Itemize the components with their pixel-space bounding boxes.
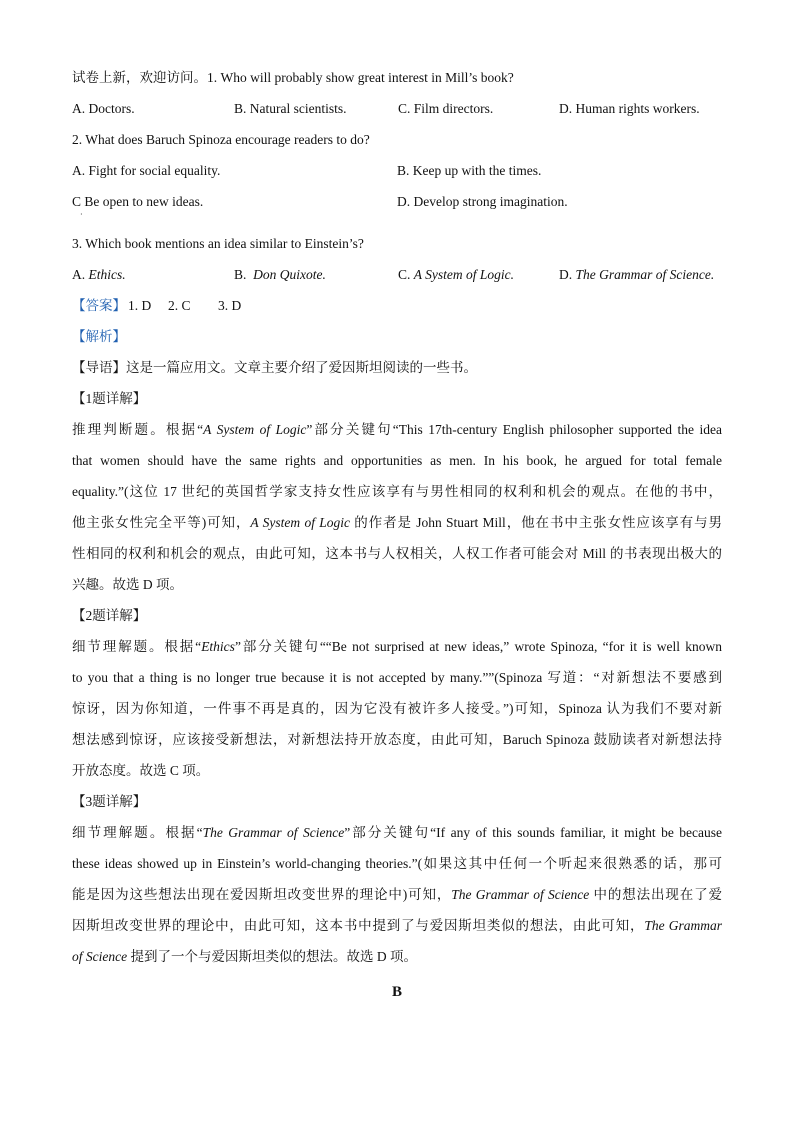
answer-line bbox=[72, 290, 722, 321]
q3-option-a: A. Ethics. bbox=[72, 267, 126, 282]
question-1-options bbox=[72, 93, 722, 124]
question-2-options-row1 bbox=[72, 155, 722, 186]
question-3-options bbox=[72, 259, 722, 290]
answer-2: 2. C bbox=[168, 298, 191, 313]
detail-1-line-5: 性相同的权利和机会的观点，由此可知，这本书与人权相关，人权工作者可能会对 Mill 的书表现出极大的 bbox=[72, 546, 722, 561]
stray-dot: · bbox=[80, 210, 83, 219]
detail-3-line-1: 细节理解题。根据“The Grammar of Science”部分关键句“If any of this sounds familiar, it might be because bbox=[72, 825, 722, 840]
detail-2-line-5: 开放态度。故选 C 项。 bbox=[72, 763, 210, 778]
answer-3: 3. D bbox=[218, 298, 242, 313]
detail-1-line-3: equality.”(这位 17 世纪的英国哲学家支持女性应该享有与男性相同的权利和机会的观点。在他的书中， bbox=[72, 484, 722, 499]
detail-1-text bbox=[72, 414, 722, 600]
detail-2-text bbox=[72, 631, 722, 786]
detail-1-line-2: that women should have the same rights and opportunities as men. In his book, he argued for total female bbox=[72, 453, 722, 468]
detail-3-line-2: these ideas showed up in Einstein’s world-changing theories.”(如果这其中任何一个听起来很熟悉的话，那可 bbox=[72, 856, 722, 871]
detail-3-line-5: of Science 提到了一个与爱因斯坦类似的想法。故选 D 项。 bbox=[72, 949, 417, 964]
question-2-options-row2 bbox=[72, 186, 722, 228]
detail-2-line-1: 细节理解题。根据“Ethics”部分关键句““Be not surprised at new ideas,” wrote Spinoza, “for it is well known bbox=[72, 639, 722, 654]
detail-3-line-3: 能是因为这些想法出现在爱因斯坦改变世界的理论中)可知，The Grammar of Science 中的想法出现在了爱 bbox=[72, 887, 723, 902]
q2-option-a: A. Fight for social equality. bbox=[72, 163, 221, 178]
detail-1-line-6: 兴趣。故选 D 项。 bbox=[72, 577, 183, 592]
detail-2-line-2: to you that a thing is no longer true because it is not accepted by many.””(Spinoza 写道：“对新想法不要感到 bbox=[72, 670, 722, 685]
q2-option-d: D. Develop strong imagination. bbox=[397, 194, 568, 209]
document-body bbox=[72, 62, 722, 972]
detail-3-label: 【3题详解】 bbox=[72, 794, 147, 809]
detail-2-label: 【2题详解】 bbox=[72, 608, 147, 623]
q3-option-c: C. A System of Logic. bbox=[398, 267, 515, 282]
detail-3-text bbox=[72, 817, 722, 972]
question-3-stem: 3. Which book mentions an idea similar to Einstein’s? bbox=[72, 236, 364, 251]
guide-label: 【导语】 bbox=[72, 360, 126, 375]
section-b-heading: B bbox=[391, 984, 402, 1000]
answer-1: 1. D bbox=[128, 298, 152, 313]
detail-2-line-4: 想法感到惊讶，应该接受新想法，对新想法持开放态度，由此可知，Baruch Spinoza 鼓励读者对新想法持 bbox=[72, 732, 722, 747]
analysis-label: 【解析】 bbox=[72, 329, 126, 344]
answer-label: 【答案】 bbox=[72, 298, 126, 313]
q1-option-b: B. Natural scientists. bbox=[234, 101, 347, 116]
q3-option-d: D. The Grammar of Science. bbox=[559, 267, 715, 282]
q2-option-c: C Be open to new ideas. bbox=[72, 194, 204, 209]
detail-1-label: 【1题详解】 bbox=[72, 391, 147, 406]
q2-option-b: B. Keep up with the times. bbox=[397, 163, 542, 178]
guide-line bbox=[72, 352, 722, 383]
detail-1-line-1: 推理判断题。根据“A System of Logic”部分关键句“This 17th-century English philosopher supported the idea bbox=[72, 422, 722, 437]
detail-2-line-3: 惊讶，因为你知道，一件事不再是真的，因为它没有被许多人接受。”)可知，Spinoza 认为我们不要对新 bbox=[72, 701, 722, 716]
guide-text: 这是一篇应用文。文章主要介绍了爱因斯坦阅读的一些书。 bbox=[126, 360, 477, 375]
detail-1-line-4: 他主张女性完全平等)可知，A System of Logic 的作者是 John Stuart Mill，他在书中主张女性应该享有与男 bbox=[72, 515, 722, 530]
q1-option-d: D. Human rights workers. bbox=[559, 101, 700, 116]
question-2-stem: 2. What does Baruch Spinoza encourage readers to do? bbox=[72, 132, 370, 147]
detail-3-line-4: 因斯坦改变世界的理论中，由此可知，这本书中提到了与爱因斯坦类似的想法，由此可知，The Grammar bbox=[72, 918, 723, 933]
q1-option-a: A. Doctors. bbox=[72, 101, 135, 116]
question-1-stem: 试卷上新，欢迎访问。1. Who will probably show great interest in Mill’s book? bbox=[72, 70, 514, 85]
q3-option-b: B. Don Quixote. bbox=[234, 267, 326, 282]
q1-option-c: C. Film directors. bbox=[398, 101, 494, 116]
